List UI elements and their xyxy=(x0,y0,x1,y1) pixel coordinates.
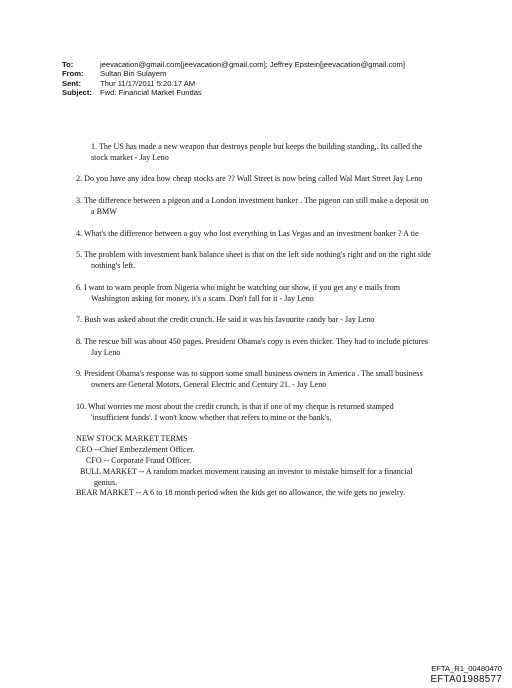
term-cfo: CFO -- Corporate Fraud Officer. xyxy=(86,456,192,466)
to-label: To: xyxy=(62,60,74,69)
joke-5: 5. The problem with investment bank balance sheet is that on the left side nothing's right and on the right side nothing's left. xyxy=(76,250,431,271)
joke-7: 7. Bush was asked about the credit crunch. He said it was his favourite candy bar - Jay Leno xyxy=(76,315,375,325)
to-row xyxy=(62,60,502,69)
email-header xyxy=(62,60,502,98)
from-label: From: xyxy=(62,69,84,79)
subject-row xyxy=(62,88,502,97)
joke-4: 4. What's the difference between a guy who lost everything in Las Vegas and an investment banker ? A tie xyxy=(76,228,419,238)
stock-market-terms xyxy=(76,434,432,499)
joke-10: 10. What worries me most about the credit crunch, is that if one of my cheque is returned stamped 'insufficient funds'. I won't know whether that refers to mine or the bank's. xyxy=(76,401,394,422)
term-bear-market: BEAR MARKET -- A 6 to 18 month period when the kids get no allowance, the wife gets no jewelry. xyxy=(76,488,406,498)
joke-2: 2. Do you have any idea how cheap stocks are ?? Wall Street is now being called Wal Mart Street Jay Leno xyxy=(76,174,423,184)
joke-3: 3. The difference between a pigeon and a London investment banker . The pigeon can still make a deposit on a BMW xyxy=(76,196,429,216)
term-ceo: CEO --Chief Embezzlement Officer. xyxy=(76,445,195,455)
email-body xyxy=(76,142,432,499)
terms-title: NEW STOCK MARKET TERMS xyxy=(76,434,188,444)
bates-id-small: EFTA_R1_00480470 xyxy=(431,664,502,673)
term-bull-market: BULL MARKET -- A random market movement causing an investor to mistake himself for a financial genius. xyxy=(80,466,413,487)
from-value: Sultan Bin Sulayem xyxy=(100,69,167,79)
bates-id-large: EFTA01988577 xyxy=(430,674,502,685)
sent-label: Sent: xyxy=(62,78,81,88)
joke-9: 9. President Obama's response was to support some small business owners in America . The small business owners are General Motors, General Electric and Century 21. - Jay Leno xyxy=(76,369,423,390)
joke-1: 1. The US has made a new weapon that destroys people but keeps the building standing,. Its called the stock market - Jay Leno xyxy=(91,142,422,162)
sent-row xyxy=(62,79,502,88)
from-row xyxy=(62,69,502,78)
subject-label: Subject: xyxy=(62,88,92,98)
joke-8: 8. The rescue bill was about 450 pages. President Obama's copy is even thicker. They had to include pictures Jay Leno xyxy=(76,337,429,357)
joke-6: 6. I want to warn people from Nigeria who might be watching our show, if you get any e mails from Washington asking for money, it's a scam. Don't fall for it - Jay Leno xyxy=(76,282,401,303)
sent-value: Thur 11/17/2011 5:20:17 AM xyxy=(100,78,196,88)
to-value: jeevacation@gmail.com[jeevacation@gmail.com]; Jeffrey Epstein[jeevacation@gmail.com] xyxy=(100,60,405,69)
subject-value: Fwd: Financial Market Fundas xyxy=(100,88,202,98)
